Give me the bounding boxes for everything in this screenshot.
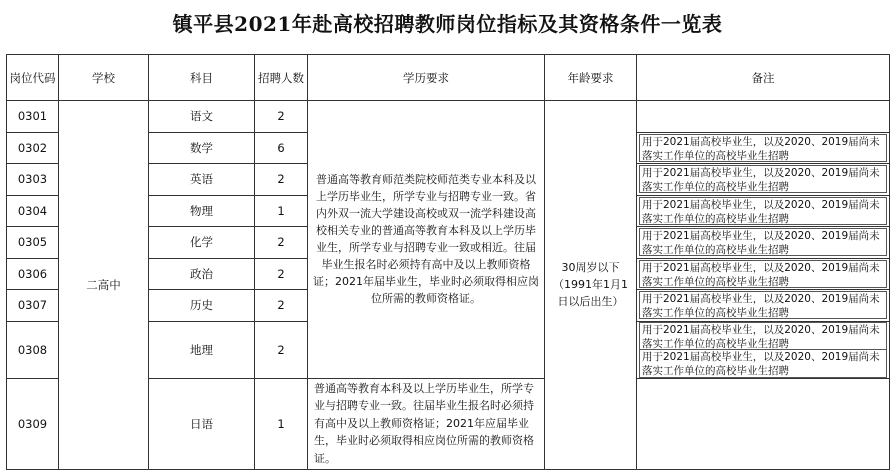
subject-cell: 数学: [149, 132, 255, 164]
header-education: 学历要求: [308, 55, 545, 101]
count-cell: 2: [255, 227, 308, 259]
education-requirement-cell: 普通高等教育师范类院校师范类专业本科及以上学历毕业生，所学专业与招聘专业一致。省内外双一流大学建设高校或双一流学科建设高校相关专业的普通高等教育本科及以上学历毕业生，所学专业与招聘专业一致或相近。往届毕业生报名时必须持有高中及以上教师资格证；2021年届毕业生，毕业时必须取得相应岗位所需的教师资格证。: [308, 101, 545, 379]
education-requirement-cell: 普通高等教育本科及以上学历毕业生，所学专业与招聘专业一致。往届毕业生报名时必须持有高中及以上教师资格证；2021年应届毕业生，毕业时必须取得相应岗位所需的教师资格证。: [308, 378, 545, 469]
subject-cell: 物理: [149, 195, 255, 227]
remark-cell: [637, 258, 890, 290]
remark-text: 用于2021届高校毕业生，以及2020、2019届尚未落实工作单位的高校毕业生招聘: [639, 228, 887, 256]
age-requirement-cell: 30周岁以下（1991年1月1日以后出生）: [545, 101, 637, 470]
code-cell: 0308: [7, 321, 59, 378]
remark-cell: [637, 378, 890, 469]
header-subject: 科目: [149, 55, 255, 101]
code-cell: 0306: [7, 258, 59, 290]
recruitment-table: [6, 54, 890, 470]
remark-cell: [637, 164, 890, 196]
remark-cell: [637, 195, 890, 227]
count-cell: 2: [255, 258, 308, 290]
remark-text: 用于2021届高校毕业生，以及2020、2019届尚未落实工作单位的高校毕业生招聘: [639, 291, 887, 319]
count-cell: 2: [255, 164, 308, 196]
subject-cell: 化学: [149, 227, 255, 259]
count-cell: 1: [255, 195, 308, 227]
subject-cell: 语文: [149, 101, 255, 133]
header-remark: 备注: [637, 55, 890, 101]
count-cell: 2: [255, 101, 308, 133]
code-cell: 0304: [7, 195, 59, 227]
page-title: 镇平县2021年赴高校招聘教师岗位指标及其资格条件一览表: [172, 12, 723, 36]
code-cell: 0305: [7, 227, 59, 259]
header-count: 招聘人数: [255, 55, 308, 101]
subject-cell: 政治: [149, 258, 255, 290]
code-cell: 0303: [7, 164, 59, 196]
header-row: [7, 55, 890, 101]
code-cell: 0309: [7, 378, 59, 469]
subject-cell: 日语: [149, 378, 255, 469]
header-code: 岗位代码: [7, 55, 59, 101]
code-cell: 0307: [7, 290, 59, 322]
count-cell: 1: [255, 378, 308, 469]
remark-cell: [637, 101, 890, 133]
count-cell: 6: [255, 132, 308, 164]
subject-cell: 地理: [149, 321, 255, 378]
remark-text: 用于2021届高校毕业生，以及2020、2019届尚未落实工作单位的高校毕业生招聘: [639, 322, 887, 350]
table-row: [7, 101, 890, 133]
school-cell: 二高中: [59, 101, 149, 470]
remark-text: 用于2021届高校毕业生，以及2020、2019届尚未落实工作单位的高校毕业生招聘: [639, 165, 887, 193]
remark-cell: [637, 132, 890, 164]
remark-cell: [637, 227, 890, 259]
header-school: 学校: [59, 55, 149, 101]
subject-cell: 英语: [149, 164, 255, 196]
remark-text: 用于2021届高校毕业生，以及2020、2019届尚未落实工作单位的高校毕业生招聘: [639, 260, 887, 288]
remark-text: 用于2021届高校毕业生，以及2020、2019届尚未落实工作单位的高校毕业生招聘: [639, 197, 887, 225]
count-cell: 2: [255, 290, 308, 322]
remark-text: 用于2021届高校毕业生，以及2020、2019届尚未落实工作单位的高校毕业生招聘: [639, 350, 887, 378]
code-cell: 0302: [7, 132, 59, 164]
remark-text: 用于2021届高校毕业生，以及2020、2019届尚未落实工作单位的高校毕业生招聘: [639, 134, 887, 162]
header-age: 年龄要求: [545, 55, 637, 101]
count-cell: 2: [255, 321, 308, 378]
subject-cell: 历史: [149, 290, 255, 322]
code-cell: 0301: [7, 101, 59, 133]
remark-cell: [637, 290, 890, 322]
remark-cell: [637, 321, 890, 378]
